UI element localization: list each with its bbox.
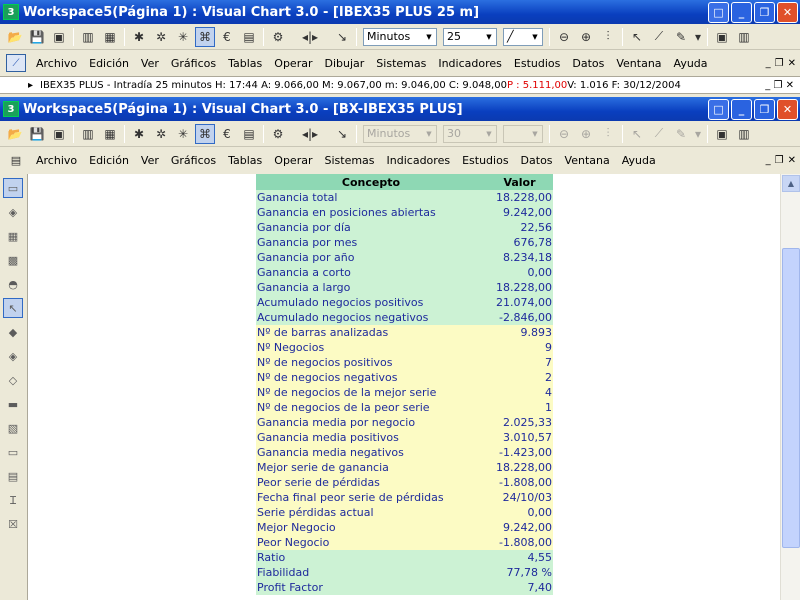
window1-menubar <box>0 52 800 74</box>
window-tile-icon[interactable]: ▥ <box>738 29 750 44</box>
open-icon[interactable]: 📂 <box>7 126 23 141</box>
value-cell: 3.010,57 <box>486 430 553 445</box>
table-row <box>256 265 553 280</box>
table-row <box>256 355 553 370</box>
concept-cell: Ganancia media positivos <box>256 430 486 445</box>
concept-cell: Nº de negocios de la mejor serie <box>256 385 486 400</box>
value-cell: 9.242,00 <box>486 520 553 535</box>
trades-icon[interactable]: ⌘ <box>195 124 215 144</box>
concept-cell: Nº de negocios positivos <box>256 355 486 370</box>
arrow-select-icon[interactable]: ↖ <box>3 298 23 318</box>
compression-combo[interactable] <box>443 125 497 143</box>
menu-ayuda[interactable]: Ayuda <box>621 153 656 167</box>
chevron-down-icon[interactable]: ▼ <box>532 129 538 138</box>
concept-cell: Ganancia media negativos <box>256 445 486 460</box>
separator <box>124 28 125 46</box>
compression-combo-value: 25 <box>447 30 461 43</box>
table-row <box>256 430 553 445</box>
window2-help-button[interactable]: □ <box>708 99 729 120</box>
table-row <box>256 295 553 310</box>
window1-title: Workspace5(Página 1) : Visual Chart 3.0 - [IBEX35 PLUS 25 m] <box>23 4 480 20</box>
value-cell: 0,00 <box>486 265 553 280</box>
menu-estudios[interactable]: Estudios <box>513 56 561 70</box>
separator <box>622 28 623 46</box>
table-row <box>256 250 553 265</box>
window-frame-icon[interactable]: ▭ <box>3 178 23 198</box>
value-cell: 21.074,00 <box>486 295 553 310</box>
system-icon[interactable]: ✱ <box>133 29 145 44</box>
value-cell: 22,56 <box>486 220 553 235</box>
system-run-icon[interactable]: ✲ <box>155 126 167 141</box>
document-icon: ▤ <box>10 153 22 167</box>
save-all-icon[interactable]: ▣ <box>53 126 65 141</box>
table-row <box>256 445 553 460</box>
table-row <box>256 235 553 250</box>
pattern-icon[interactable]: ▩ <box>7 253 19 267</box>
scroll-icon[interactable]: ◂|▸ <box>301 29 319 44</box>
mdi-minimize-button[interactable]: _ <box>765 57 771 69</box>
menu-indicadores[interactable]: Indicadores <box>438 56 502 70</box>
concept-cell: Serie pérdidas actual <box>256 505 486 520</box>
window-layout-icon[interactable]: ▣ <box>716 29 728 44</box>
value-cell: 18.228,00 <box>486 460 553 475</box>
separator <box>73 125 74 143</box>
system-run-icon[interactable]: ✲ <box>155 29 167 44</box>
concept-cell: Acumulado negocios negativos <box>256 310 486 325</box>
bar-chart-icon[interactable]: ▥ <box>82 126 94 141</box>
quote-prefix: IBEX35 PLUS - Intradía 25 minutos H: 17:44 A: 9.066,00 M: 9.067,00 m: 9.046,00 C: 9.048,00 <box>40 79 507 91</box>
menu-edicion[interactable]: Edición <box>89 153 129 167</box>
line-style-combo[interactable] <box>503 28 543 46</box>
menu-sistemas[interactable]: Sistemas <box>376 56 427 70</box>
system-edit-icon[interactable]: ✳ <box>177 29 189 44</box>
concept-cell: Nº de negocios de la peor serie <box>256 400 486 415</box>
line-style-icon: ╱ <box>507 30 514 43</box>
statusline-arrow-icon: ▸ <box>28 79 34 91</box>
menu-tablas[interactable]: Tablas <box>228 153 263 167</box>
concept-cell: Fecha final peor serie de pérdidas <box>256 490 486 505</box>
report-icon[interactable]: ▤ <box>243 29 255 44</box>
table-row <box>256 190 553 205</box>
table-row <box>256 580 553 595</box>
menu-tablas[interactable]: Tablas <box>228 56 263 70</box>
concept-cell: Fiabilidad <box>256 565 486 580</box>
table-row <box>256 205 553 220</box>
chevron-down-icon[interactable]: ▼ <box>426 129 432 138</box>
save-icon[interactable]: 💾 <box>29 29 45 44</box>
separator <box>263 28 264 46</box>
header-valor: Valor <box>486 174 553 190</box>
concept-cell: Ganancia a corto <box>256 265 486 280</box>
chart-type-icon[interactable]: ⫶ <box>606 126 610 140</box>
menu-ver[interactable]: Ver <box>140 153 159 167</box>
system-edit-icon[interactable]: ✳ <box>177 126 189 141</box>
app-icon: 3 <box>3 4 19 20</box>
menu-dibujar[interactable]: Dibujar <box>324 56 365 70</box>
value-cell: 0,00 <box>486 505 553 520</box>
menu-ver[interactable]: Ver <box>140 56 159 70</box>
menu-graficos[interactable]: Gráficos <box>170 56 217 70</box>
mdi-minimize-button[interactable]: _ <box>765 154 771 166</box>
interval-combo-value: Minutos <box>367 127 411 140</box>
euro-icon[interactable]: € <box>223 126 231 141</box>
menu-operar[interactable]: Operar <box>274 153 313 167</box>
dropdown-icon[interactable]: ▾ <box>694 29 702 44</box>
properties-icon[interactable]: ⚙ <box>272 29 284 44</box>
concept-cell: Peor serie de pérdidas <box>256 475 486 490</box>
concept-cell: Ganancia a largo <box>256 280 486 295</box>
menu-edicion[interactable]: Edición <box>89 56 129 70</box>
separator <box>707 125 708 143</box>
table-row <box>256 415 553 430</box>
concept-cell: Ganancia por mes <box>256 235 486 250</box>
euro-icon[interactable]: € <box>223 29 231 44</box>
menu-ventana[interactable]: Ventana <box>616 56 662 70</box>
window1-minimize-button[interactable]: _ <box>731 2 752 23</box>
value-cell: 2.025,33 <box>486 415 553 430</box>
line-draw-icon[interactable]: ⟋ <box>654 126 664 140</box>
diamond-pointer-icon[interactable]: ◇ <box>8 373 18 387</box>
quote-statusline <box>0 76 800 94</box>
cursor-icon[interactable]: ↖ <box>631 126 643 141</box>
separator <box>622 125 623 143</box>
menu-archivo[interactable]: Archivo <box>36 56 78 70</box>
chevron-down-icon[interactable]: ▼ <box>486 129 492 138</box>
dropdown-icon[interactable]: ▾ <box>694 126 702 141</box>
system-icon[interactable]: ✱ <box>133 126 145 141</box>
value-cell: -1.808,00 <box>486 535 553 550</box>
menu-datos[interactable]: Datos <box>520 153 553 167</box>
window-tile-icon[interactable]: ▥ <box>738 126 750 141</box>
indicator-chart-icon[interactable]: ▦ <box>104 126 116 141</box>
window1-restore-button[interactable]: ❐ <box>754 2 775 23</box>
table-row <box>256 370 553 385</box>
pencil-icon[interactable]: ✎ <box>675 29 687 44</box>
value-cell: 18.228,00 <box>486 280 553 295</box>
separator <box>263 125 264 143</box>
drawing-toolbar <box>0 174 28 600</box>
value-cell: 7,40 <box>486 580 553 595</box>
diamond-arrow-icon[interactable]: ◈ <box>8 349 18 363</box>
window1-toolbar <box>0 24 800 50</box>
terminal-icon[interactable]: ▤ <box>7 469 19 483</box>
vertical-scrollbar[interactable] <box>780 174 800 600</box>
chevron-down-icon[interactable]: ▼ <box>426 32 432 41</box>
value-cell: 9.242,00 <box>486 205 553 220</box>
concept-cell: Ganancia por día <box>256 220 486 235</box>
concept-cell: Peor Negocio <box>256 535 486 550</box>
concept-cell: Ganancia por año <box>256 250 486 265</box>
window-layout-icon[interactable]: ▣ <box>716 126 728 141</box>
table-row <box>256 220 553 235</box>
concept-cell: Ganancia total <box>256 190 486 205</box>
results-panel <box>28 174 780 600</box>
window2-title: Workspace5(Página 1) : Visual Chart 3.0 - [BX-IBEX35 PLUS] <box>23 101 463 117</box>
table-row <box>256 535 553 550</box>
menu-ventana[interactable]: Ventana <box>564 153 610 167</box>
statusline-controls: _ ❐ ✕ <box>765 79 794 91</box>
menu-indicadores[interactable]: Indicadores <box>386 153 451 167</box>
separator <box>356 28 357 46</box>
table-row <box>256 310 553 325</box>
separator <box>124 125 125 143</box>
chevron-down-icon[interactable]: ▼ <box>532 32 538 41</box>
concept-cell: Acumulado negocios positivos <box>256 295 486 310</box>
zoom-fit-icon[interactable]: ↘ <box>336 126 348 141</box>
concept-cell: Mejor Negocio <box>256 520 486 535</box>
table-row <box>256 520 553 535</box>
line-style-combo[interactable] <box>503 125 543 143</box>
menu-archivo[interactable]: Archivo <box>36 153 78 167</box>
fish-icon[interactable]: ◓ <box>8 277 18 291</box>
interval-combo[interactable] <box>363 28 437 46</box>
concept-cell: Mejor serie de ganancia <box>256 460 486 475</box>
value-cell: 7 <box>486 355 553 370</box>
save-all-icon[interactable]: ▣ <box>53 29 65 44</box>
window2-restore-button[interactable]: ❐ <box>754 99 775 120</box>
table-row <box>256 460 553 475</box>
scroll-thumb[interactable] <box>782 248 800 548</box>
window2-menubar <box>0 149 800 171</box>
value-cell: -1.423,00 <box>486 445 553 460</box>
scroll-up-icon[interactable]: ▲ <box>782 175 800 192</box>
menu-sistemas[interactable]: Sistemas <box>324 153 375 167</box>
separator <box>356 125 357 143</box>
concept-cell: Ratio <box>256 550 486 565</box>
zoom-out-icon[interactable]: ⊖ <box>558 29 570 44</box>
save-icon[interactable]: 💾 <box>29 126 45 141</box>
zoom-fit-icon[interactable]: ↘ <box>336 29 348 44</box>
panel-icon[interactable]: ▭ <box>7 445 19 459</box>
document-icon: ⟋ <box>6 54 26 72</box>
scroll-icon[interactable]: ◂|▸ <box>301 126 319 141</box>
window1-close-button[interactable]: ✕ <box>777 2 798 23</box>
bar-chart-icon[interactable]: ▥ <box>82 29 94 44</box>
value-cell: 8.234,18 <box>486 250 553 265</box>
table-row <box>256 400 553 415</box>
mdi-controls <box>766 58 800 69</box>
menu-ayuda[interactable]: Ayuda <box>673 56 708 70</box>
separator <box>549 125 550 143</box>
mdi-restore-button[interactable]: ❐ <box>774 154 784 166</box>
separator <box>549 28 550 46</box>
value-cell: 9 <box>486 340 553 355</box>
window2-toolbar <box>0 121 800 147</box>
zoom-in-icon[interactable]: ⊕ <box>580 29 592 44</box>
interval-combo-value: Minutos <box>367 30 411 43</box>
concept-cell: Ganancia media por negocio <box>256 415 486 430</box>
line-draw-icon[interactable]: ⟋ <box>654 29 664 43</box>
concept-cell: Nº Negocios <box>256 340 486 355</box>
hatch-icon[interactable]: ▧ <box>7 421 19 435</box>
separator <box>73 28 74 46</box>
value-cell: 4,55 <box>486 550 553 565</box>
pencil-icon[interactable]: ✎ <box>675 126 687 141</box>
cursor-icon[interactable]: ↖ <box>631 29 643 44</box>
window2-close-button[interactable]: ✕ <box>777 99 798 120</box>
window2-titlebar <box>0 97 800 121</box>
table-row <box>256 475 553 490</box>
value-cell: 77,78 % <box>486 565 553 580</box>
layers-icon[interactable]: ◈ <box>8 205 18 219</box>
rectangle-icon[interactable]: ▬ <box>7 397 19 411</box>
value-cell: 1 <box>486 400 553 415</box>
concept-cell: Profit Factor <box>256 580 486 595</box>
table-row <box>256 490 553 505</box>
table-row <box>256 340 553 355</box>
value-cell: 9.893 <box>486 325 553 340</box>
value-cell: 24/10/03 <box>486 490 553 505</box>
interval-combo[interactable] <box>363 125 437 143</box>
compression-combo[interactable] <box>443 28 497 46</box>
open-icon[interactable]: 📂 <box>7 29 23 44</box>
table-row <box>256 505 553 520</box>
grid-icon[interactable]: ▦ <box>7 229 19 243</box>
quote-suffix: V: 1.016 F: 30/12/2004 <box>567 79 681 91</box>
results-table <box>256 174 553 595</box>
chevron-down-icon[interactable]: ▼ <box>486 32 492 41</box>
mdi-close-button[interactable]: ✕ <box>787 154 796 166</box>
diamond-icon[interactable]: ◆ <box>8 325 18 339</box>
text-cursor-icon[interactable]: Ɪ <box>9 493 17 507</box>
concept-cell: Nº de barras analizadas <box>256 325 486 340</box>
table-row <box>256 325 553 340</box>
table-row <box>256 385 553 400</box>
window2-minimize-button[interactable]: _ <box>731 99 752 120</box>
value-cell: 4 <box>486 385 553 400</box>
trades-icon[interactable]: ⌘ <box>195 27 215 47</box>
mdi-controls <box>766 155 800 166</box>
indicator-chart-icon[interactable]: ▦ <box>104 29 116 44</box>
mdi-restore-button[interactable]: ❐ <box>774 57 784 69</box>
mdi-close-button[interactable]: ✕ <box>787 57 796 69</box>
compression-combo-value: 30 <box>447 127 461 140</box>
table-row <box>256 565 553 580</box>
menu-graficos[interactable]: Gráficos <box>170 153 217 167</box>
value-cell: 676,78 <box>486 235 553 250</box>
menu-estudios[interactable]: Estudios <box>462 153 509 167</box>
app-icon: 3 <box>3 101 19 117</box>
menu-datos[interactable]: Datos <box>572 56 605 70</box>
value-cell: 2 <box>486 370 553 385</box>
table-row <box>256 280 553 295</box>
concept-cell: Nº de negocios negativos <box>256 370 486 385</box>
value-cell: -2.846,00 <box>486 310 553 325</box>
separator <box>707 28 708 46</box>
report-icon[interactable]: ▤ <box>243 126 255 141</box>
window1-titlebar <box>0 0 800 24</box>
menu-operar[interactable]: Operar <box>274 56 313 70</box>
table-row <box>256 550 553 565</box>
properties-icon[interactable]: ⚙ <box>272 126 284 141</box>
header-concepto: Concepto <box>256 174 486 190</box>
chart-type-icon[interactable]: ⫶ <box>606 29 610 43</box>
concept-cell: Ganancia en posiciones abiertas <box>256 205 486 220</box>
value-cell: 18.228,00 <box>486 190 553 205</box>
window1-help-button[interactable]: □ <box>708 2 729 23</box>
value-cell: -1.808,00 <box>486 475 553 490</box>
zoom-out-icon[interactable]: ⊖ <box>558 126 570 141</box>
quote-p-value: P : 5.111,00 <box>506 79 568 91</box>
zoom-in-icon[interactable]: ⊕ <box>580 126 592 141</box>
delete-box-icon[interactable]: ☒ <box>8 517 18 531</box>
results-table-body <box>256 190 553 595</box>
